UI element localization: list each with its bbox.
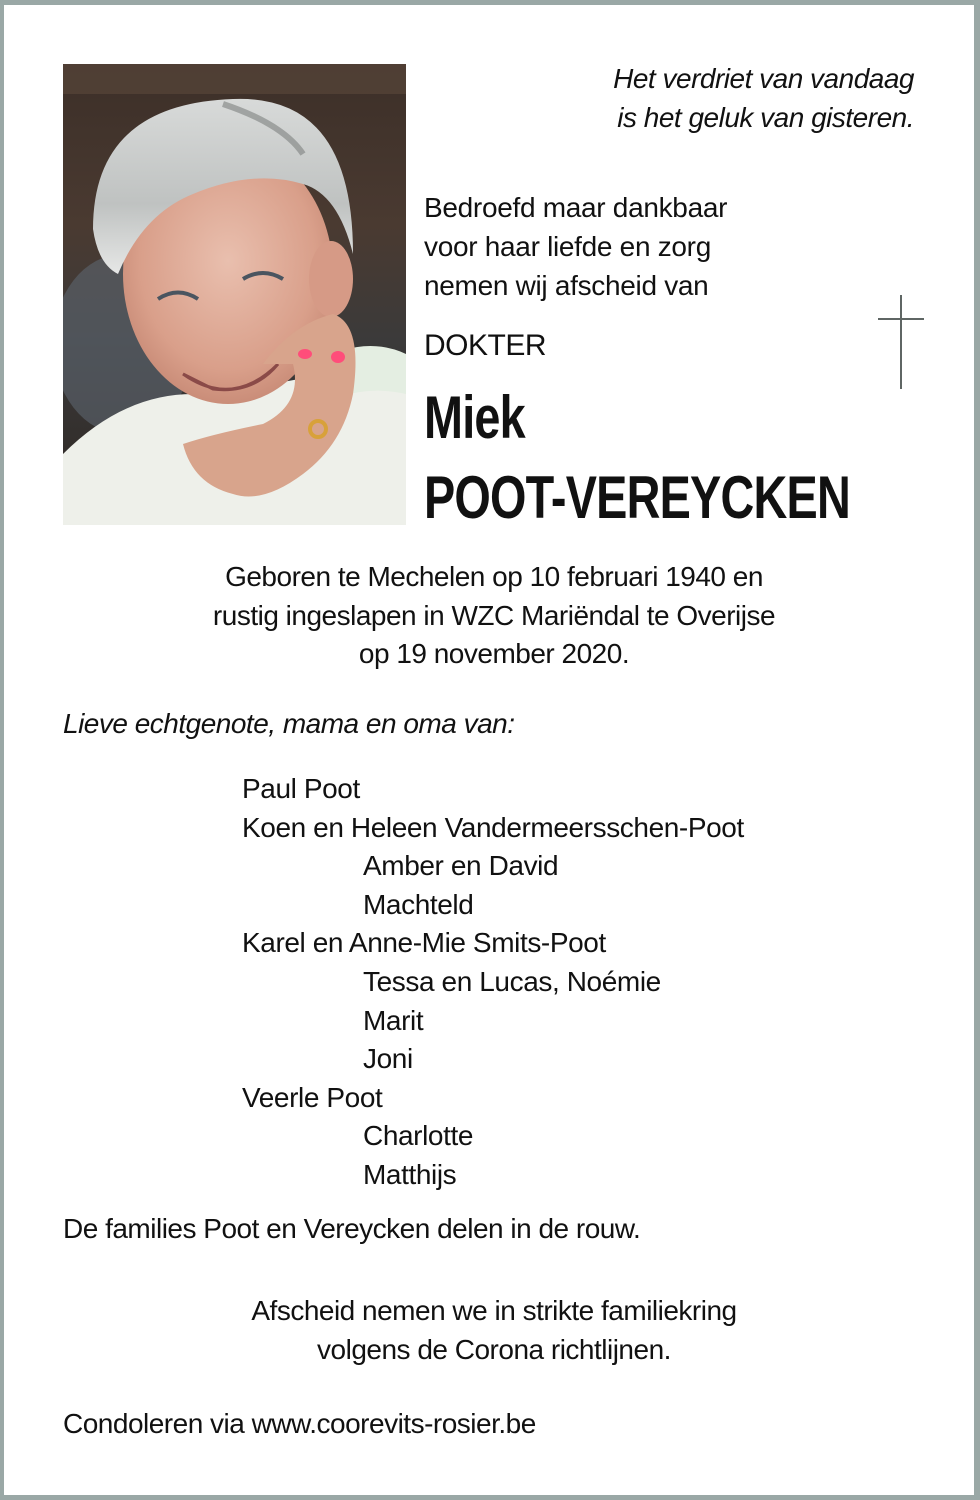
birth-death-line: op 19 november 2020. xyxy=(358,638,630,669)
portrait-illustration xyxy=(63,64,406,525)
farewell-note xyxy=(4,1292,980,1369)
family-member-child: Karel en Anne-Mie Smits-Poot xyxy=(242,927,606,959)
family-member-grandchild: Joni xyxy=(363,1043,413,1075)
family-member-grandchild: Charlotte xyxy=(363,1120,474,1152)
deceased-title: DOKTER xyxy=(424,329,547,362)
families-note: De families Poot en Vereycken delen in de rouw. xyxy=(63,1213,641,1244)
farewell-line: Afscheid nemen we in strikte familiekring xyxy=(251,1295,737,1326)
intro-line: Bedroefd maar dankbaar xyxy=(424,192,728,223)
obituary-card xyxy=(4,5,974,1495)
family-member-child: Veerle Poot xyxy=(242,1081,383,1113)
condolence-prefix: Condoleren via xyxy=(63,1408,252,1439)
intro-line: voor haar liefde en zorg xyxy=(424,231,711,262)
intro-line: nemen wij afscheid van xyxy=(424,270,709,301)
quote-line: is het geluk van gisteren. xyxy=(617,102,914,133)
opening-quote xyxy=(613,59,914,137)
family-member-child: Koen en Heleen Vandermeersschen-Poot xyxy=(242,811,744,843)
portrait-photo xyxy=(63,64,406,525)
birth-death-line: rustig ingeslapen in WZC Mariëndal te Overijse xyxy=(212,599,776,631)
birth-death-details xyxy=(4,558,980,674)
farewell-line: volgens de Corona richtlijnen. xyxy=(317,1333,671,1365)
family-member-grandchild: Matthijs xyxy=(363,1158,457,1190)
deceased-first-name: Miek xyxy=(424,384,525,451)
family-list xyxy=(242,770,744,1195)
birth-death-line: Geboren te Mechelen op 10 februari 1940 en xyxy=(225,561,763,592)
family-member-child: Paul Poot xyxy=(242,773,360,804)
survivors-intro: Lieve echtgenote, mama en oma van: xyxy=(63,708,515,739)
family-member-grandchild: Marit xyxy=(363,1004,424,1036)
family-member-grandchild: Amber en David xyxy=(363,850,559,882)
deceased-last-name: POOT-VEREYCKEN xyxy=(424,464,850,531)
quote-line: Het verdriet van vandaag xyxy=(613,63,914,94)
intro-text xyxy=(424,188,727,305)
family-member-grandchild: Machteld xyxy=(363,888,474,920)
condolence-link[interactable]: www.coorevits-rosier.be xyxy=(251,1408,536,1439)
family-member-grandchild: Tessa en Lucas, Noémie xyxy=(363,965,661,997)
condolence-note xyxy=(63,1408,536,1440)
cross-icon xyxy=(878,295,924,389)
